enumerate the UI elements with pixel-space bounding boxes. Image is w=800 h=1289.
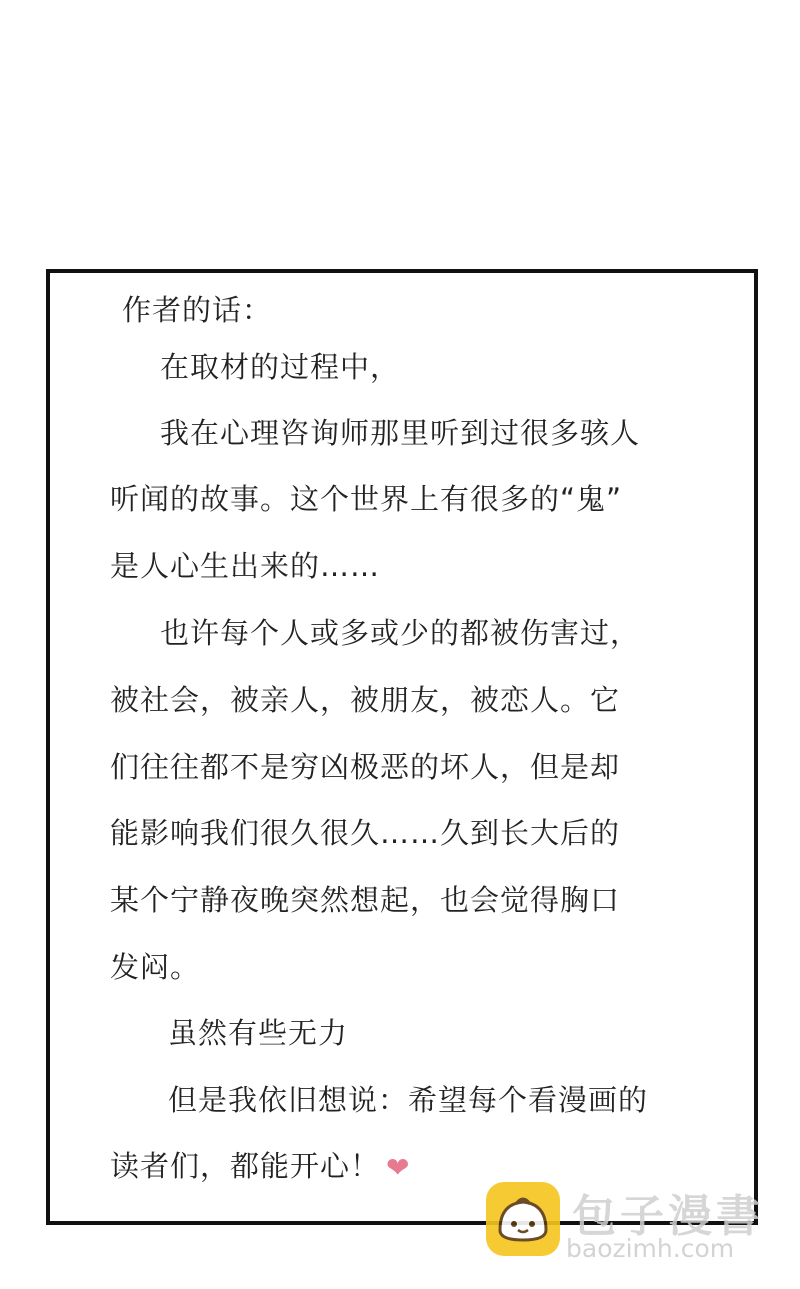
- note-line: 某个宁静夜晚突然想起，也会觉得胸口: [110, 883, 621, 917]
- note-line-text: 读者们，都能开心！: [110, 1149, 381, 1183]
- note-line: 是人心生出来的……: [110, 549, 381, 583]
- note-line: 在取材的过程中，: [160, 350, 401, 384]
- baozi-logo-icon: [486, 1182, 560, 1256]
- note-line: 也许每个人或多或少的都被伤害过，: [160, 616, 641, 650]
- note-line: 我在心理咨询师那里听到过很多骇人: [160, 416, 641, 450]
- note-line: 虽然有些无力: [168, 1016, 349, 1050]
- note-line: 能影响我们很久很久……久到长大后的: [110, 816, 621, 850]
- note-line: 发闷。: [110, 950, 201, 984]
- author-note-box: [46, 269, 758, 1225]
- heart-icon: ❤: [386, 1151, 411, 1184]
- note-line: 听闻的故事。这个世界上有很多的“鬼”: [110, 482, 623, 516]
- note-line-last: [110, 1149, 410, 1185]
- author-note-heading: 作者的话：: [122, 293, 273, 327]
- watermark-site-name: 包子漫書: [572, 1191, 764, 1242]
- note-line: 被社会，被亲人，被朋友，被恋人。它: [110, 683, 621, 717]
- watermark-url: baozimh.com: [566, 1234, 735, 1263]
- note-line: 但是我依旧想说：希望每个看漫画的: [168, 1083, 649, 1117]
- note-line: 们往往都不是穷凶极恶的坏人，但是却: [110, 750, 621, 784]
